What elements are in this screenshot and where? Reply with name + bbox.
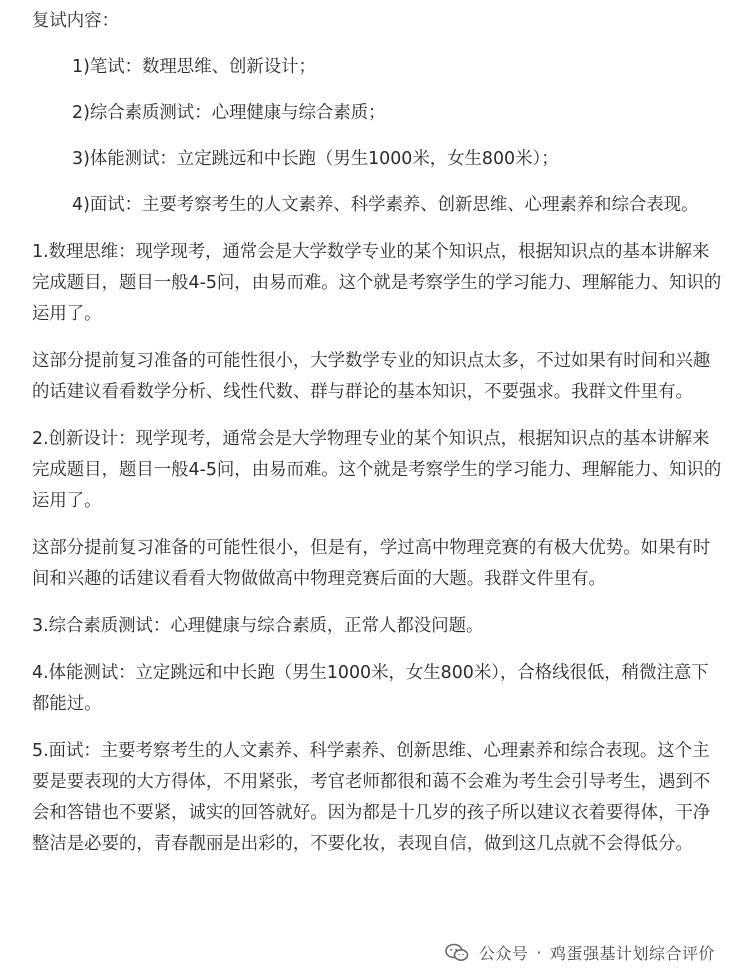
paragraph: 5.面试：主要考察考生的人文素养、科学素养、创新思维、心理素养和综合表现。这个主要是要表现的大方得体，不用紧张，考官老师都很和蔼不会难为考生会引导考生，遇到不会和答错也不要紧，诚实的回答就好。因为都是十几岁的孩子所以建议衣着要得体，干净整洁是必要的，青春靓丽是出彩的，不要化妆，表现自信，做到这几点就不会得低分。 bbox=[32, 741, 711, 854]
list-item: 2)综合素质测试：心理健康与综合素质； bbox=[72, 103, 386, 123]
paragraph: 4.体能测试：立定跳远和中长跑（男生1000米，女生800米），合格线很低，稍微注意下都能过。 bbox=[32, 663, 709, 714]
content-heading: 复试内容： bbox=[32, 11, 119, 31]
list-item: 3)体能测试：立定跳远和中长跑（男生1000米，女生800米）； bbox=[72, 149, 559, 169]
list-item: 4)面试：主要考察考生的人文素养、科学素养、创新思维、心理素养和综合表现。 bbox=[72, 195, 699, 215]
wechat-icon bbox=[445, 943, 469, 963]
paragraph: 这部分提前复习准备的可能性很小，大学数学专业的知识点太多，不过如果有时间和兴趣的话建议看看数学分析、线性代数、群与群论的基本知识，不要强求。我群文件里有。 bbox=[32, 351, 711, 402]
footer-separator: · bbox=[536, 943, 542, 962]
paragraph: 这部分提前复习准备的可能性很小，但是有，学过高中物理竞赛的有极大优势。如果有时间和兴趣的话建议看看大物做做高中物理竞赛后面的大题。我群文件里有。 bbox=[32, 538, 711, 589]
paragraph: 2.创新设计：现学现考，通常会是大学物理专业的某个知识点，根据知识点的基本讲解来完成题目，题目一般4-5问，由易而难。这个就是考察学生的学习能力、理解能力、知识的运用了。 bbox=[32, 429, 722, 511]
paragraph: 1.数理思维：现学现考，通常会是大学数学专业的某个知识点，根据知识点的基本讲解来完成题目，题目一般4-5问，由易而难。这个就是考察学生的学习能力、理解能力、知识的运用了。 bbox=[32, 242, 722, 324]
paragraph: 3.综合素质测试：心理健康与综合素质，正常人都没问题。 bbox=[32, 616, 484, 636]
footer-account: 鸡蛋强基计划综合评价 bbox=[549, 944, 715, 963]
watermark bbox=[445, 941, 715, 964]
footer-label: 公众号 bbox=[478, 944, 529, 963]
list-item: 1)笔试：数理思维、创新设计； bbox=[72, 57, 316, 77]
article-body bbox=[32, 6, 722, 860]
